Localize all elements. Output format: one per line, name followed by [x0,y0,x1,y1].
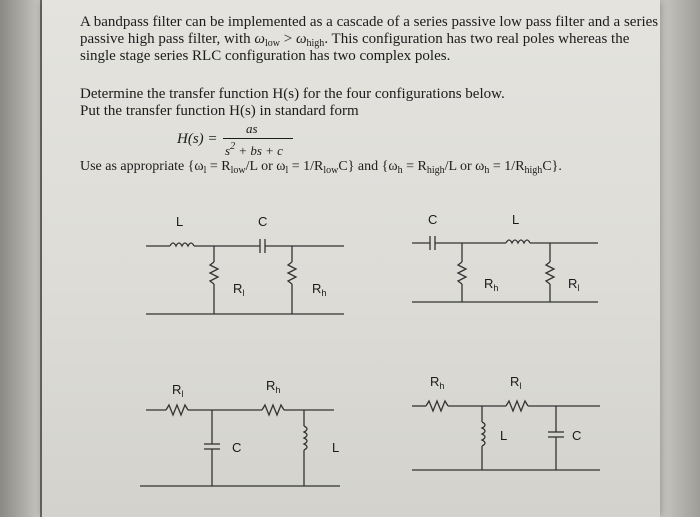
c4-label-shunt-left: L [500,428,508,443]
c4-label-top-left: $R_h$ [430,374,445,391]
c3-label-top-left: $R_l$ [172,382,184,399]
c4-inductor [482,422,485,446]
task-line-2: Put the transfer function H(s) in standard form [80,103,359,119]
c1-resistor-rl [210,262,218,284]
circuit-1 [146,239,344,314]
use-line: Use as appropriate {$\omega_l = R_{low}/L$ or $\omega_l = 1/R_{low}C$} and {$\omega_h = R_{high}/L$ or $\omega_h = 1/R_{high}C$}. [80,159,562,176]
intro-line-1: A bandpass filter can be implemented as a cascade of a series passive low pass filter and a series [80,14,659,30]
intro-line-3: single stage series RLC configuration has two complex poles. [80,48,451,64]
c2-inductor [506,240,530,243]
c3-inductor [304,426,307,450]
task-line-1: Determine the transfer function H(s) for the four configurations below. [80,86,505,102]
c4-resistor-rl [506,401,528,411]
c1-resistor-rh [288,262,296,284]
c3-resistor-rh [262,405,284,415]
c3-label-shunt-left: C [232,440,242,455]
c2-label-shunt-right: $R_l$ [568,276,580,293]
formula-numerator: as [246,121,258,136]
c2-resistor-rh [458,262,466,284]
c4-resistor-rh [426,401,448,411]
c4-label-shunt-right: C [572,428,582,443]
intro-line-2: passive high pass filter, with $\omega_{low} > \omega_{high}$. This configuration has two real poles whereas the [80,31,630,49]
c4-label-top-right: $R_l$ [510,374,522,391]
c1-label-shunt-left: $R_l$ [233,281,245,298]
c1-label-top-right: C [258,214,268,229]
formula-denominator: $s^2$ + bs + c [225,141,283,158]
c2-label-top-left: C [428,212,438,227]
c1-label-top-left: L [176,214,184,229]
c3-label-shunt-right: L [332,440,340,455]
c2-label-shunt-left: $R_h$ [484,276,499,293]
c1-inductor [170,243,194,246]
c2-resistor-rl [546,262,554,284]
formula-lhs: H(s) = [177,131,218,147]
c2-label-top-right: L [512,212,520,227]
circuit-2 [412,236,598,302]
c3-label-top-right: $R_h$ [266,378,281,395]
c3-resistor-rl [166,405,188,415]
c1-label-shunt-right: $R_h$ [312,281,327,298]
